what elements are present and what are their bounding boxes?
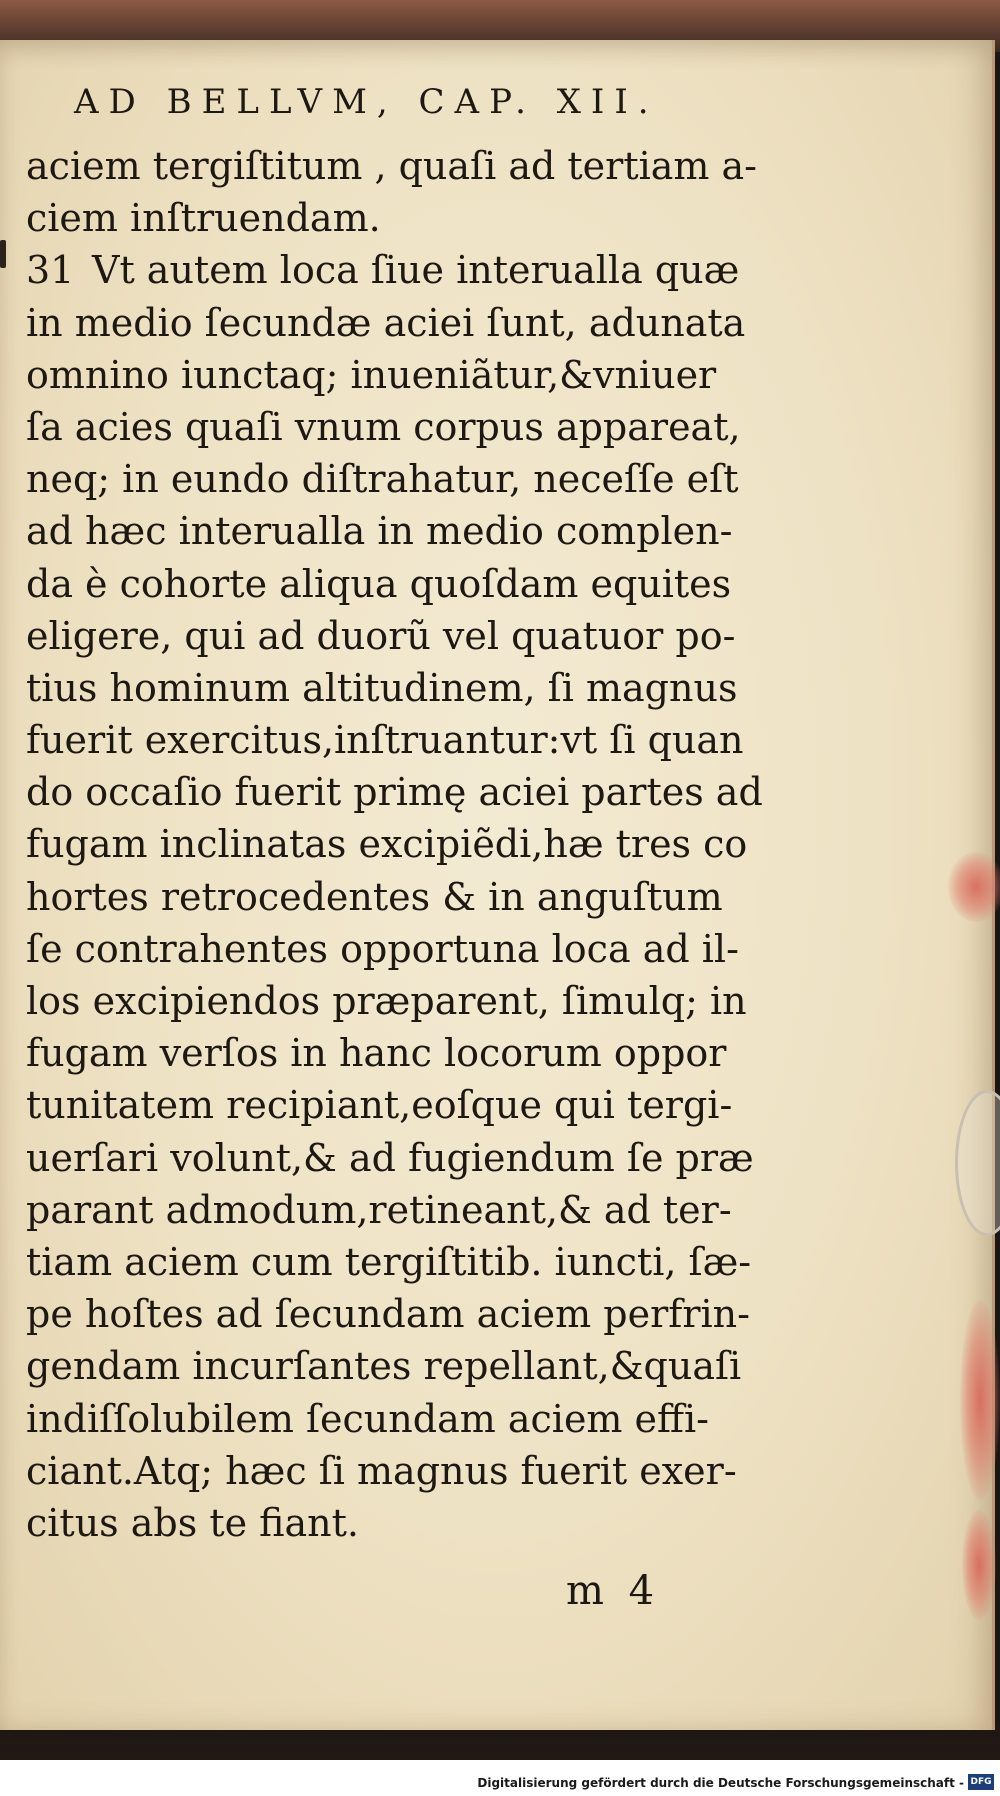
- text-line: do occaſio fuerit primę aciei partes ad: [26, 770, 763, 815]
- margin-mark: [0, 240, 6, 268]
- funding-credit: Digitalisierung gefördert durch die Deutsche Forschungsgemeinschaft -: [477, 1776, 964, 1790]
- text-line: gendam incurſantes repellant,&quaſi: [26, 1344, 742, 1389]
- text-line: tiam aciem cum tergiſtitib. iuncti, ſæ-: [26, 1239, 752, 1284]
- text-line: Vt autem loca ſiue interualla quæ: [92, 248, 740, 293]
- text-line: ſe contrahentes opportuna loca ad il-: [26, 926, 739, 971]
- metal-clip: [955, 1090, 1000, 1236]
- text-line: eligere, qui ad duorũ vel quatuor po-: [26, 613, 736, 658]
- text-line: tunitatem recipiant,eoſque qui tergi-: [26, 1083, 733, 1128]
- text-line: parant admodum,retineant,& ad ter-: [26, 1187, 732, 1232]
- red-stain: [948, 852, 1000, 922]
- text-line: fuerit exercitus,inſtruantur:vt ſi quan: [26, 718, 744, 763]
- body-text: [26, 140, 766, 1549]
- text-line: da è cohorte aliqua quoſdam equites: [26, 561, 732, 606]
- text-line: pe hoſtes ad ſecundam aciem perfrin-: [26, 1292, 750, 1337]
- text-line: uerſari volunt,& ad fugiendum ſe præ: [26, 1135, 754, 1180]
- text-line-with-number: [26, 244, 766, 296]
- text-line: ciant.Atq; hæc ſi magnus fuerit exer-: [26, 1448, 737, 1493]
- text-line: neq; in eundo diſtrahatur, neceſſe eſt: [26, 457, 739, 502]
- red-stain: [960, 1300, 1000, 1500]
- red-stain: [962, 1510, 996, 1620]
- text-line: tius hominum altitudinem, ſi magnus: [26, 665, 738, 710]
- paragraph-number: 31: [26, 248, 75, 293]
- text-line: fugam verſos in hanc locorum oppor: [26, 1031, 727, 1076]
- dfg-logo: DFG: [968, 1774, 994, 1790]
- text-line: fugam inclinatas excipiẽdi,hæ tres co: [26, 822, 748, 867]
- signature-mark: m 4: [566, 1568, 661, 1614]
- text-line: los excipiendos præparent, ſimulq; in: [26, 979, 747, 1023]
- text-line: in medio ſecundæ aciei ſunt, adunata: [26, 300, 746, 345]
- text-line: omnino iunctaq; inueniãtur,&vniuer: [26, 352, 717, 397]
- text-line: ſa acies quaſi vnum corpus appareat,: [26, 404, 741, 449]
- text-line: ad hæc interualla in medio complen-: [26, 509, 733, 554]
- running-head: AD BELLVM, CAP. XII.: [74, 82, 659, 122]
- text-line: ciem inſtruendam.: [26, 196, 381, 241]
- text-line: hortes retrocedentes & in anguſtum: [26, 874, 723, 919]
- text-line: indiſſolubilem ſecundam aciem effi-: [26, 1396, 710, 1441]
- text-line: citus abs te fiant.: [26, 1500, 359, 1545]
- text-line: aciem tergiſtitum , quaſi ad tertiam a-: [26, 144, 758, 188]
